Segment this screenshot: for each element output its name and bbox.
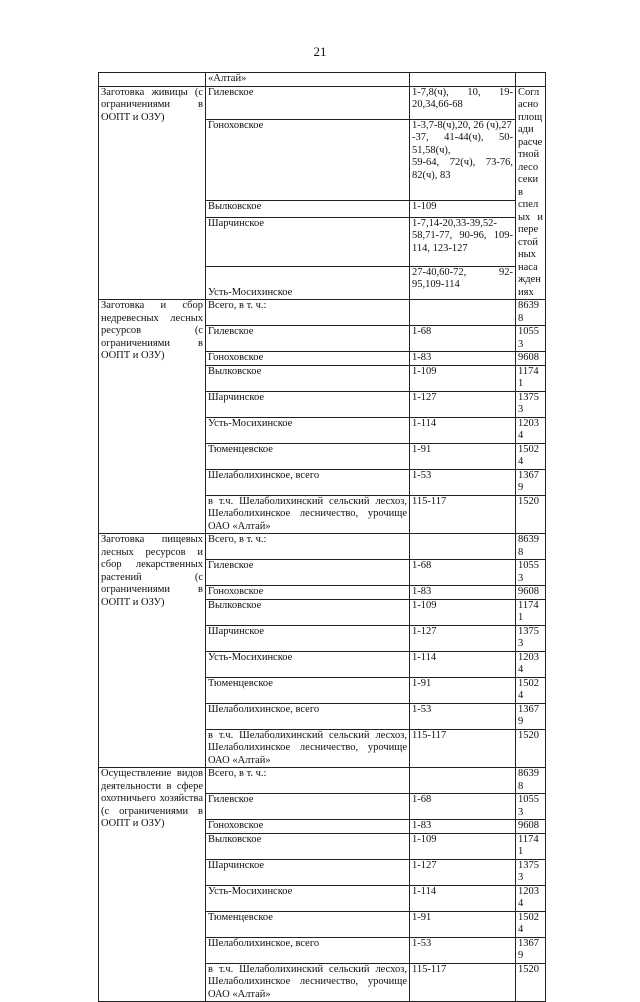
quarters-cell: 1-7,14-20,33-39,52-58,71-77, 90-96, 109-114, 123-127 xyxy=(410,217,516,266)
quarters-cell xyxy=(410,73,516,87)
activity-cell: Осуществление видов деятельности в сфере охотничьего хозяйства (с ограничениями в ООПТ и ОЗУ) xyxy=(99,768,206,1002)
quarters-cell: 1-114 xyxy=(410,417,516,443)
page-number: 21 xyxy=(313,44,327,59)
value-cell: 1520 xyxy=(516,495,546,534)
value-cell: 12034 xyxy=(516,417,546,443)
quarters-cell: 1-109 xyxy=(410,599,516,625)
quarters-cell: 115-117 xyxy=(410,963,516,1002)
quarters-cell: 1-91 xyxy=(410,677,516,703)
name-cell: Гилевское xyxy=(206,560,410,586)
value-cell: 12034 xyxy=(516,651,546,677)
value-cell: 86398 xyxy=(516,534,546,560)
quarters-cell xyxy=(410,534,516,560)
quarters-cell: 1-3,7-8(ч),20, 26 (ч),27 -37, 41-44(ч), 50-51,58(ч), 59-64, 72(ч), 73-76, 82(ч), 83 xyxy=(410,119,516,200)
quarters-cell: 1-68 xyxy=(410,794,516,820)
quarters-cell: 115-117 xyxy=(410,729,516,768)
value-cell: 9608 xyxy=(516,352,546,366)
table-row xyxy=(99,86,546,119)
note-cell: Согласно площади расчетной лесосеки в спелых и перестойных насаждениях xyxy=(516,86,546,300)
name-cell: Гоноховское xyxy=(206,586,410,600)
value-cell: 15024 xyxy=(516,443,546,469)
quarters-cell: 27-40,60-72, 92-95,109-114 xyxy=(410,266,516,299)
quarters-cell: 1-53 xyxy=(410,703,516,729)
forestry-table xyxy=(98,72,546,1002)
value-cell: 13679 xyxy=(516,703,546,729)
name-cell: Шелаболихинское, всего xyxy=(206,937,410,963)
quarters-cell: 1-114 xyxy=(410,651,516,677)
name-cell: Усть-Мосихинское xyxy=(206,417,410,443)
value-cell: 10553 xyxy=(516,560,546,586)
value-cell: 12034 xyxy=(516,885,546,911)
activity-cell: Заготовка пищевых лесных ресурсов и сбор лекарственных растений (с ограничениями в ООПТ и ОЗУ) xyxy=(99,534,206,768)
quarters-cell: 1-127 xyxy=(410,625,516,651)
name-cell: Гоноховское xyxy=(206,119,410,200)
value-cell: 11741 xyxy=(516,833,546,859)
value-cell: 10553 xyxy=(516,794,546,820)
value-cell: 1520 xyxy=(516,729,546,768)
quarters-cell: 1-68 xyxy=(410,560,516,586)
name-cell: в т.ч. Шелаболихинский сельский лесхоз, Шелаболихинское лесничество, урочище ОАО «Алтай» xyxy=(206,963,410,1002)
table-row xyxy=(99,768,546,794)
activity-cell: Заготовка живицы (с ограничениями в ООПТ и ОЗУ) xyxy=(99,86,206,300)
name-cell: Усть-Мосихинское xyxy=(206,651,410,677)
value-cell: 11741 xyxy=(516,599,546,625)
quarters-cell: 1-91 xyxy=(410,911,516,937)
quarters-cell: 115-117 xyxy=(410,495,516,534)
name-cell: Шарчинское xyxy=(206,625,410,651)
value-cell: 9608 xyxy=(516,820,546,834)
name-cell: Всего, в т. ч.: xyxy=(206,300,410,326)
value-cell: 13679 xyxy=(516,937,546,963)
name-cell: Тюменцевское xyxy=(206,443,410,469)
quarters-cell: 1-127 xyxy=(410,391,516,417)
quarters-cell: 1-53 xyxy=(410,937,516,963)
name-cell: в т.ч. Шелаболихинский сельский лесхоз, Шелаболихинское лесничество, урочище ОАО «Алтай» xyxy=(206,495,410,534)
table-row xyxy=(99,300,546,326)
quarters-cell: 1-127 xyxy=(410,859,516,885)
name-cell: Гоноховское xyxy=(206,352,410,366)
name-cell: Всего, в т. ч.: xyxy=(206,534,410,560)
quarters-cell: 1-53 xyxy=(410,469,516,495)
activity-cell xyxy=(99,73,206,87)
value-cell: 1520 xyxy=(516,963,546,1002)
value-cell: 9608 xyxy=(516,586,546,600)
activity-cell: Заготовка и сбор недревесных лесных ресурсов (с ограничениями в ООПТ и ОЗУ) xyxy=(99,300,206,534)
quarters-cell xyxy=(410,768,516,794)
name-cell: Шарчинское xyxy=(206,391,410,417)
name-cell: Всего, в т. ч.: xyxy=(206,768,410,794)
name-cell: Усть-Мосихинское xyxy=(206,885,410,911)
value-cell: 13679 xyxy=(516,469,546,495)
quarters-cell: 1-109 xyxy=(410,365,516,391)
name-cell: Шелаболихинское, всего xyxy=(206,469,410,495)
value-cell: 86398 xyxy=(516,300,546,326)
quarters-cell: 1-7,8(ч), 10, 19-20,34,66-68 xyxy=(410,86,516,119)
quarters-cell: 1-91 xyxy=(410,443,516,469)
quarters-cell: 1-83 xyxy=(410,352,516,366)
name-cell: Гоноховское xyxy=(206,820,410,834)
value-cell: 15024 xyxy=(516,911,546,937)
value-cell xyxy=(516,73,546,87)
name-cell: Гилевское xyxy=(206,86,410,119)
name-cell: «Алтай» xyxy=(206,73,410,87)
name-cell: Вылковское xyxy=(206,599,410,625)
value-cell: 13753 xyxy=(516,859,546,885)
table-row xyxy=(99,73,546,87)
name-cell: Вылковское xyxy=(206,833,410,859)
name-cell: Вылковское xyxy=(206,200,410,217)
name-cell: Шарчинское xyxy=(206,859,410,885)
name-cell: Гилевское xyxy=(206,326,410,352)
name-cell: Гилевское xyxy=(206,794,410,820)
value-cell: 15024 xyxy=(516,677,546,703)
name-cell: Шарчинское xyxy=(206,217,410,266)
name-cell: Вылковское xyxy=(206,365,410,391)
name-cell: Шелаболихинское, всего xyxy=(206,703,410,729)
quarters-cell xyxy=(410,300,516,326)
name-cell: Усть-Мосихинское xyxy=(206,266,410,299)
value-cell: 13753 xyxy=(516,391,546,417)
value-cell: 86398 xyxy=(516,768,546,794)
table-row xyxy=(99,534,546,560)
quarters-cell: 1-109 xyxy=(410,200,516,217)
value-cell: 10553 xyxy=(516,326,546,352)
quarters-cell: 1-114 xyxy=(410,885,516,911)
quarters-cell: 1-83 xyxy=(410,586,516,600)
name-cell: Тюменцевское xyxy=(206,677,410,703)
value-cell: 13753 xyxy=(516,625,546,651)
quarters-cell: 1-83 xyxy=(410,820,516,834)
quarters-cell: 1-68 xyxy=(410,326,516,352)
name-cell: Тюменцевское xyxy=(206,911,410,937)
quarters-cell: 1-109 xyxy=(410,833,516,859)
name-cell: в т.ч. Шелаболихинский сельский лесхоз, Шелаболихинское лесничество, урочище ОАО «Алтай» xyxy=(206,729,410,768)
value-cell: 11741 xyxy=(516,365,546,391)
